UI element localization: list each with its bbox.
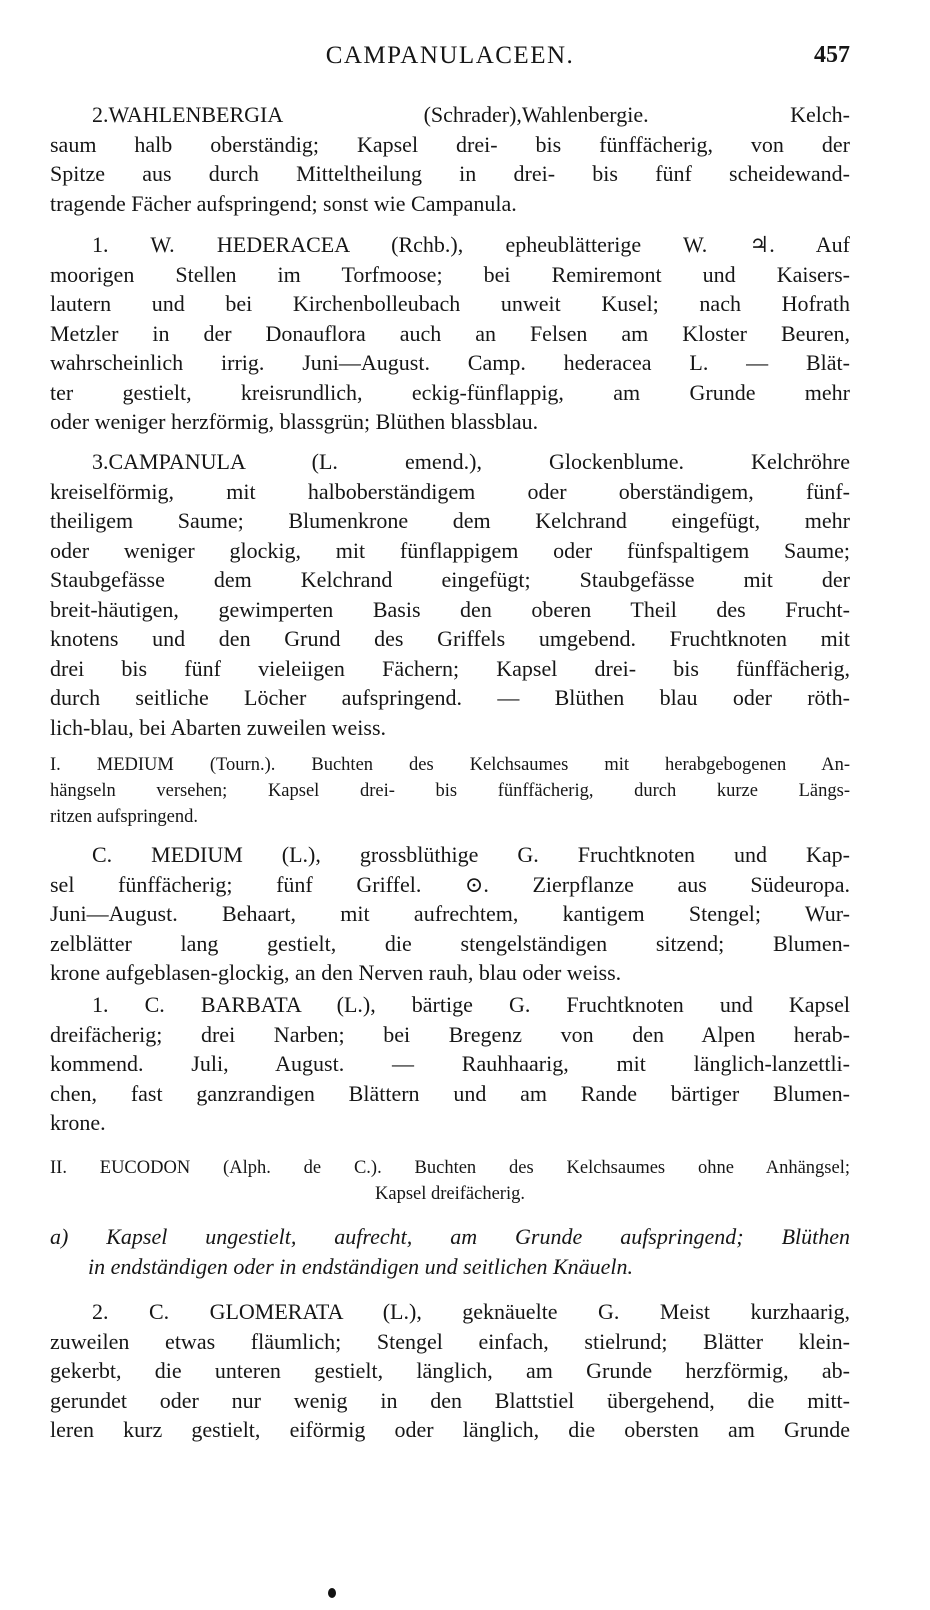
- species-medium: [50, 840, 850, 988]
- text-line: gerundet oder nur wenig in den Blattstiel übergehend, die mitt-: [50, 1387, 850, 1413]
- text-line: dreifächerig; drei Narben; bei Bregenz von den Alpen herab-: [50, 1021, 850, 1047]
- text-line: lautern und bei Kirchenbolleubach unweit Kusel; nach Hofrath: [50, 291, 850, 316]
- ink-speck: [328, 1588, 336, 1598]
- text-line: a) Kapsel ungestielt, aufrecht, am Grunde aufspringend; Blüthen: [50, 1224, 850, 1249]
- species-barbata: [50, 990, 850, 1138]
- text-line: saum halb oberständig; Kapsel drei- bis fünffächerig, von der: [50, 131, 850, 157]
- text-line: moorigen Stellen im Torfmoose; bei Remiremont und Kaisers-: [50, 261, 850, 287]
- text-line: ritzen aufspringend.: [50, 807, 198, 827]
- text-line: Kapsel dreifächerig.: [375, 1184, 525, 1204]
- text-line: 1. W. HEDERACEA (Rchb.), epheublätterige W. ♃. Auf: [92, 232, 850, 257]
- text-line: krone.: [50, 1110, 106, 1135]
- text-line: in endständigen oder in endständigen und seitlichen Knäueln.: [88, 1253, 634, 1279]
- text-line: leren kurz gestielt, eiförmig oder länglich, die obersten am Grunde: [50, 1417, 850, 1442]
- text-line: sel fünffächerig; fünf Griffel. ⊙. Zierpflanze aus Südeuropa.: [50, 871, 850, 897]
- page-number: 457: [814, 42, 850, 68]
- text-line: hängseln versehen; Kapsel drei- bis fünffächerig, durch kurze Längs-: [50, 781, 850, 801]
- text-line: II. EUCODON (Alph. de C.). Buchten des Kelchsaumes ohne Anhängsel;: [50, 1158, 850, 1178]
- text-line: oder weniger glockig, mit fünflappigem oder fünfspaltigem Saume;: [50, 537, 850, 563]
- running-header: [50, 42, 850, 82]
- text-line: Spitze aus durch Mitteltheilung in drei- bis fünf scheidewand-: [50, 161, 850, 186]
- text-line: tragende Fächer aufspringend; sonst wie Campanula.: [50, 190, 517, 216]
- text-line: Juni—August. Behaart, mit aufrechtem, kantigem Stengel; Wur-: [50, 901, 850, 926]
- text-line: durch seitliche Löcher aufspringend. — Blüthen blau oder röth-: [50, 685, 850, 710]
- text-line: lich-blau, bei Abarten zuweilen weiss.: [50, 714, 387, 740]
- text-line: Metzler in der Donauflora auch an Felsen am Kloster Beuren,: [50, 320, 850, 346]
- text-line: Staubgefässe dem Kelchrand eingefügt; Staubgefässe mit der: [50, 567, 850, 592]
- text-line: C. MEDIUM (L.), grossblüthige G. Fruchtknoten und Kap-: [92, 842, 850, 867]
- text-line: wahrscheinlich irrig. Juni—August. Camp. hederacea L. — Blät-: [50, 350, 850, 375]
- text-line: zelblätter lang gestielt, die stengelständigen sitzend; Blumen-: [50, 930, 850, 956]
- text-line: drei bis fünf vieleiigen Fächern; Kapsel drei- bis fünffächerig,: [50, 655, 850, 681]
- text-line: chen, fast ganzrandigen Blättern und am Rande bärtiger Blumen-: [50, 1080, 850, 1106]
- text-line: knotens und den Grund des Griffels umgebend. Fruchtknoten mit: [50, 626, 850, 651]
- text-line: theiligem Saume; Blumenkrone dem Kelchrand eingefügt, mehr: [50, 508, 850, 533]
- text-line: 1. C. BARBATA (L.), bärtige G. Fruchtknoten und Kapsel: [92, 992, 850, 1017]
- section-eucodon: [50, 1155, 850, 1207]
- text-line: kommend. Juli, August. — Rauhhaarig, mit länglich-lanzettli-: [50, 1051, 850, 1076]
- text-line: I. MEDIUM (Tourn.). Buchten des Kelchsaumes mit herabgebogenen An-: [50, 755, 850, 775]
- species-hederacea: [50, 230, 850, 437]
- text-line: zuweilen etwas fläumlich; Stengel einfach, stielrund; Blätter klein-: [50, 1328, 850, 1354]
- text-line: krone aufgeblasen-glockig, an den Nerven rauh, blau oder weiss.: [50, 960, 622, 985]
- text-line: 3.CAMPANULA (L. emend.), Glockenblume. Kelchröhre: [92, 449, 850, 474]
- genus-campanula: [50, 447, 850, 742]
- text-line: kreiselförmig, mit halboberständigem oder oberständigem, fünf-: [50, 478, 850, 504]
- text-line: 2.WAHLENBERGIA (Schrader),Wahlenbergie. Kelch-: [92, 102, 850, 127]
- section-medium: [50, 752, 850, 830]
- subsection-a: [50, 1222, 850, 1281]
- book-page: [50, 0, 850, 1610]
- text-line: ter gestielt, kreisrundlich, eckig-fünflappig, am Grunde mehr: [50, 379, 850, 405]
- page-title: CAMPANULACEEN.: [325, 42, 575, 69]
- species-glomerata: [50, 1297, 850, 1445]
- text-line: oder weniger herzförmig, blassgrün; Blüthen blassblau.: [50, 409, 539, 434]
- text-line: gekerbt, die unteren gestielt, länglich, am Grunde herzförmig, ab-: [50, 1358, 850, 1383]
- genus-wahlenbergia: [50, 100, 850, 218]
- text-line: 2. C. GLOMERATA (L.), geknäuelte G. Meist kurzhaarig,: [92, 1299, 850, 1324]
- text-line: breit-häutigen, gewimperten Basis den oberen Theil des Frucht-: [50, 596, 850, 622]
